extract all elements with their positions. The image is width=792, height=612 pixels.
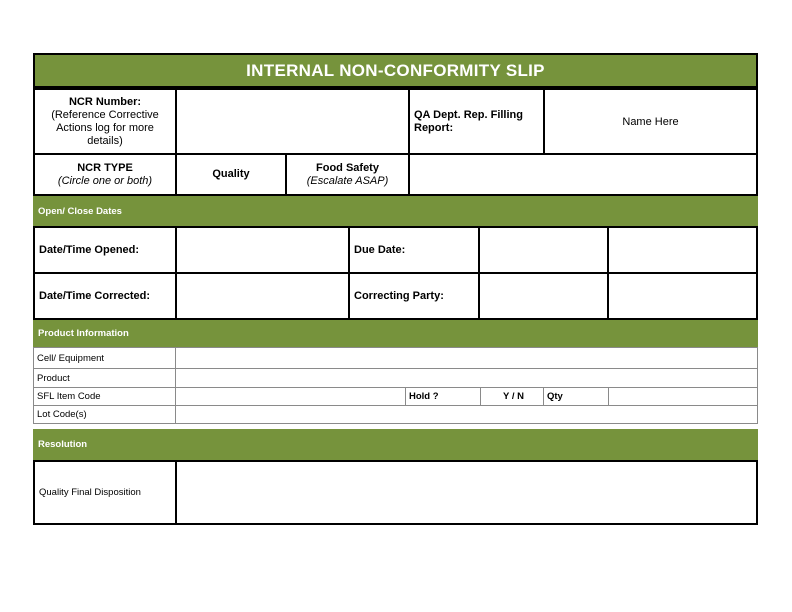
- disposition-row: [35, 462, 756, 523]
- ncr-type-label-cell: [35, 155, 177, 194]
- date-time-corrected-input[interactable]: [177, 274, 350, 318]
- cell-equipment-label: Cell/ Equipment: [34, 348, 176, 368]
- lot-codes-row: [34, 405, 757, 423]
- date-time-opened-input[interactable]: [177, 228, 350, 272]
- ncr-number-input[interactable]: [177, 90, 410, 153]
- correcting-party-extra-input[interactable]: [609, 274, 756, 318]
- ncr-number-label-cell: [35, 90, 177, 153]
- cell-equipment-row: [34, 348, 757, 368]
- lot-codes-label: Lot Code(s): [34, 406, 176, 423]
- product-row: [34, 368, 757, 387]
- product-input[interactable]: [176, 369, 757, 387]
- due-date-input[interactable]: [480, 228, 609, 272]
- non-conformity-form: [33, 53, 758, 525]
- dates-table: [33, 226, 758, 320]
- cell-equipment-input[interactable]: [176, 348, 757, 368]
- date-opened-row: [35, 228, 756, 272]
- ncr-type-label: NCR TYPE: [77, 161, 133, 174]
- lot-codes-input[interactable]: [176, 406, 757, 423]
- qty-input[interactable]: [609, 388, 757, 405]
- hold-label: Hold ?: [406, 388, 481, 405]
- qty-label: Qty: [544, 388, 609, 405]
- due-date-extra-input[interactable]: [609, 228, 756, 272]
- ncr-number-note: (Reference Corrective Actions log for more details): [51, 108, 159, 147]
- ncr-number-label: NCR Number:: [68, 95, 142, 108]
- section-band-resolution: Resolution: [33, 429, 758, 460]
- hold-yn-options[interactable]: Y / N: [481, 388, 544, 405]
- qa-rep-label: QA Dept. Rep. Filling Report:: [410, 90, 545, 153]
- section-band-product-information: Product Information: [33, 320, 758, 347]
- product-table: [33, 347, 758, 424]
- sfl-item-code-row: [34, 387, 757, 405]
- correcting-party-input[interactable]: [480, 274, 609, 318]
- due-date-label: Due Date:: [350, 228, 480, 272]
- ncr-type-note: (Circle one or both): [57, 174, 153, 187]
- ncr-type-blank-input[interactable]: [410, 155, 756, 194]
- resolution-table: [33, 460, 758, 525]
- quality-final-disposition-input[interactable]: [177, 462, 756, 523]
- sfl-item-code-label: SFL Item Code: [34, 388, 176, 405]
- ncr-number-row: [35, 90, 756, 153]
- product-label: Product: [34, 369, 176, 387]
- header-table: [33, 88, 758, 196]
- section-band-open-close-dates: Open/ Close Dates: [33, 196, 758, 226]
- date-corrected-row: [35, 272, 756, 318]
- qa-rep-name-value: Name Here: [622, 115, 679, 128]
- date-time-corrected-label: Date/Time Corrected:: [35, 274, 177, 318]
- form-title: INTERNAL NON-CONFORMITY SLIP: [33, 53, 758, 88]
- ncr-type-option-food-safety-label: Food Safety: [316, 161, 379, 174]
- date-time-opened-label: Date/Time Opened:: [35, 228, 177, 272]
- ncr-type-option-quality[interactable]: [177, 155, 287, 194]
- ncr-type-row: [35, 153, 756, 194]
- qa-rep-name-input[interactable]: [545, 90, 756, 153]
- ncr-type-option-food-safety-note: (Escalate ASAP): [306, 174, 389, 187]
- sfl-item-code-input[interactable]: [176, 388, 406, 405]
- ncr-type-option-food-safety[interactable]: [287, 155, 410, 194]
- ncr-type-option-quality-label: Quality: [212, 168, 250, 180]
- correcting-party-label: Correcting Party:: [350, 274, 480, 318]
- quality-final-disposition-label: Quality Final Disposition: [35, 462, 177, 523]
